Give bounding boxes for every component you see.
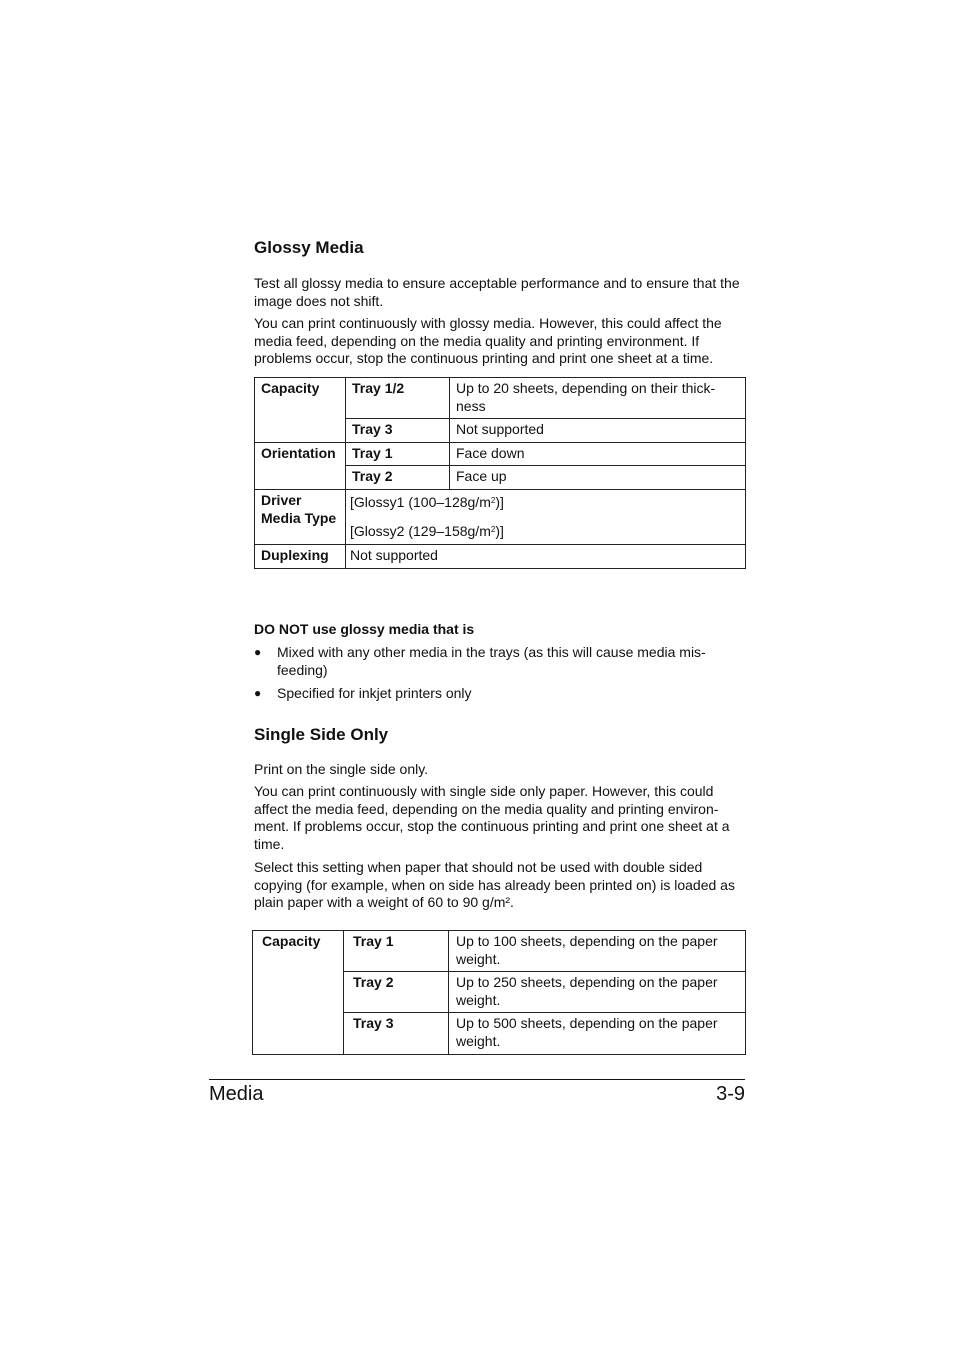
glossy1-type: [Glossy1 $(100-128g/m^2)$] [350, 493, 504, 510]
single-setting-paragraph: Select this setting when paper that should not be used with double sided copying (for example, when on side has already been printed on) is loaded as plain paper with a weight of 60 to 90 g/m². [254, 859, 735, 911]
tray-label: Tray 1 [346, 442, 450, 466]
glossy-media-spec-table [254, 377, 746, 569]
table-row [253, 931, 746, 972]
footer-section-name: Media [209, 1083, 264, 1105]
list-item: Mixed with any other media in the trays (as this will cause media mis-feeding) [277, 644, 706, 678]
tray-label: Tray 3 [346, 419, 450, 443]
tray-label: Tray 1/2 [346, 378, 450, 419]
single-side-spec-table [252, 930, 746, 1055]
tray-label: Tray 2 [344, 972, 449, 1013]
footer-divider [209, 1079, 745, 1080]
tray-value: Not supported [450, 419, 746, 443]
driver-media-type-values [346, 489, 746, 544]
table-row [255, 489, 746, 544]
glossy-warning-heading: DO NOT use glossy media that is [254, 621, 475, 637]
tray-value: Up to 250 sheets, depending on the paper weight. [449, 972, 746, 1013]
section-title-glossy-media: Glossy Media [254, 238, 364, 257]
bullet-icon: ● [254, 686, 262, 700]
orientation-label: Orientation [255, 442, 346, 489]
tray-label: Tray 2 [346, 466, 450, 490]
single-intro-paragraph: Print on the single side only. [254, 761, 429, 777]
bullet-icon: ● [254, 645, 262, 659]
capacity-label: Capacity [253, 931, 344, 1055]
tray-label: Tray 1 [344, 931, 449, 972]
capacity-label: Capacity [255, 378, 346, 443]
tray-label: Tray 3 [344, 1013, 449, 1054]
duplexing-label: Duplexing [255, 545, 346, 569]
duplexing-value: Not supported [346, 545, 746, 569]
tray-value: Up to 100 sheets, depending on the paper weight. [449, 931, 746, 972]
list-item: Specified for inkjet printers only [277, 685, 472, 701]
single-continuous-paragraph: You can print continuously with single side only paper. However, this could affect the media feed, depending on the media quality and printing environ-ment. If problems occur, stop the continuous printing and print one sheet at a time. [254, 783, 730, 852]
tray-value: Face down [450, 442, 746, 466]
footer-page-number: 3-9 [716, 1083, 745, 1105]
glossy-intro-paragraph: Test all glossy media to ensure acceptable performance and to ensure that the image does not shift. [254, 275, 740, 309]
section-title-single-side: Single Side Only [254, 725, 389, 744]
glossy-continuous-paragraph: You can print continuously with glossy media. However, this could affect the media feed, depending on the media quality and printing environment. If problems occur, stop the continuous printing and print one sheet at a time. [254, 315, 722, 367]
table-row [255, 545, 746, 569]
table-row [255, 378, 746, 419]
glossy2-type: [Glossy2 $(129-158g/m^2)$] [350, 522, 504, 539]
table-row [255, 442, 746, 466]
tray-value: Up to 20 sheets, depending on their thick-ness [450, 378, 746, 419]
driver-media-type-label: Driver Media Type [255, 489, 346, 544]
tray-value: Up to 500 sheets, depending on the paper weight. [449, 1013, 746, 1054]
tray-value: Face up [450, 466, 746, 490]
